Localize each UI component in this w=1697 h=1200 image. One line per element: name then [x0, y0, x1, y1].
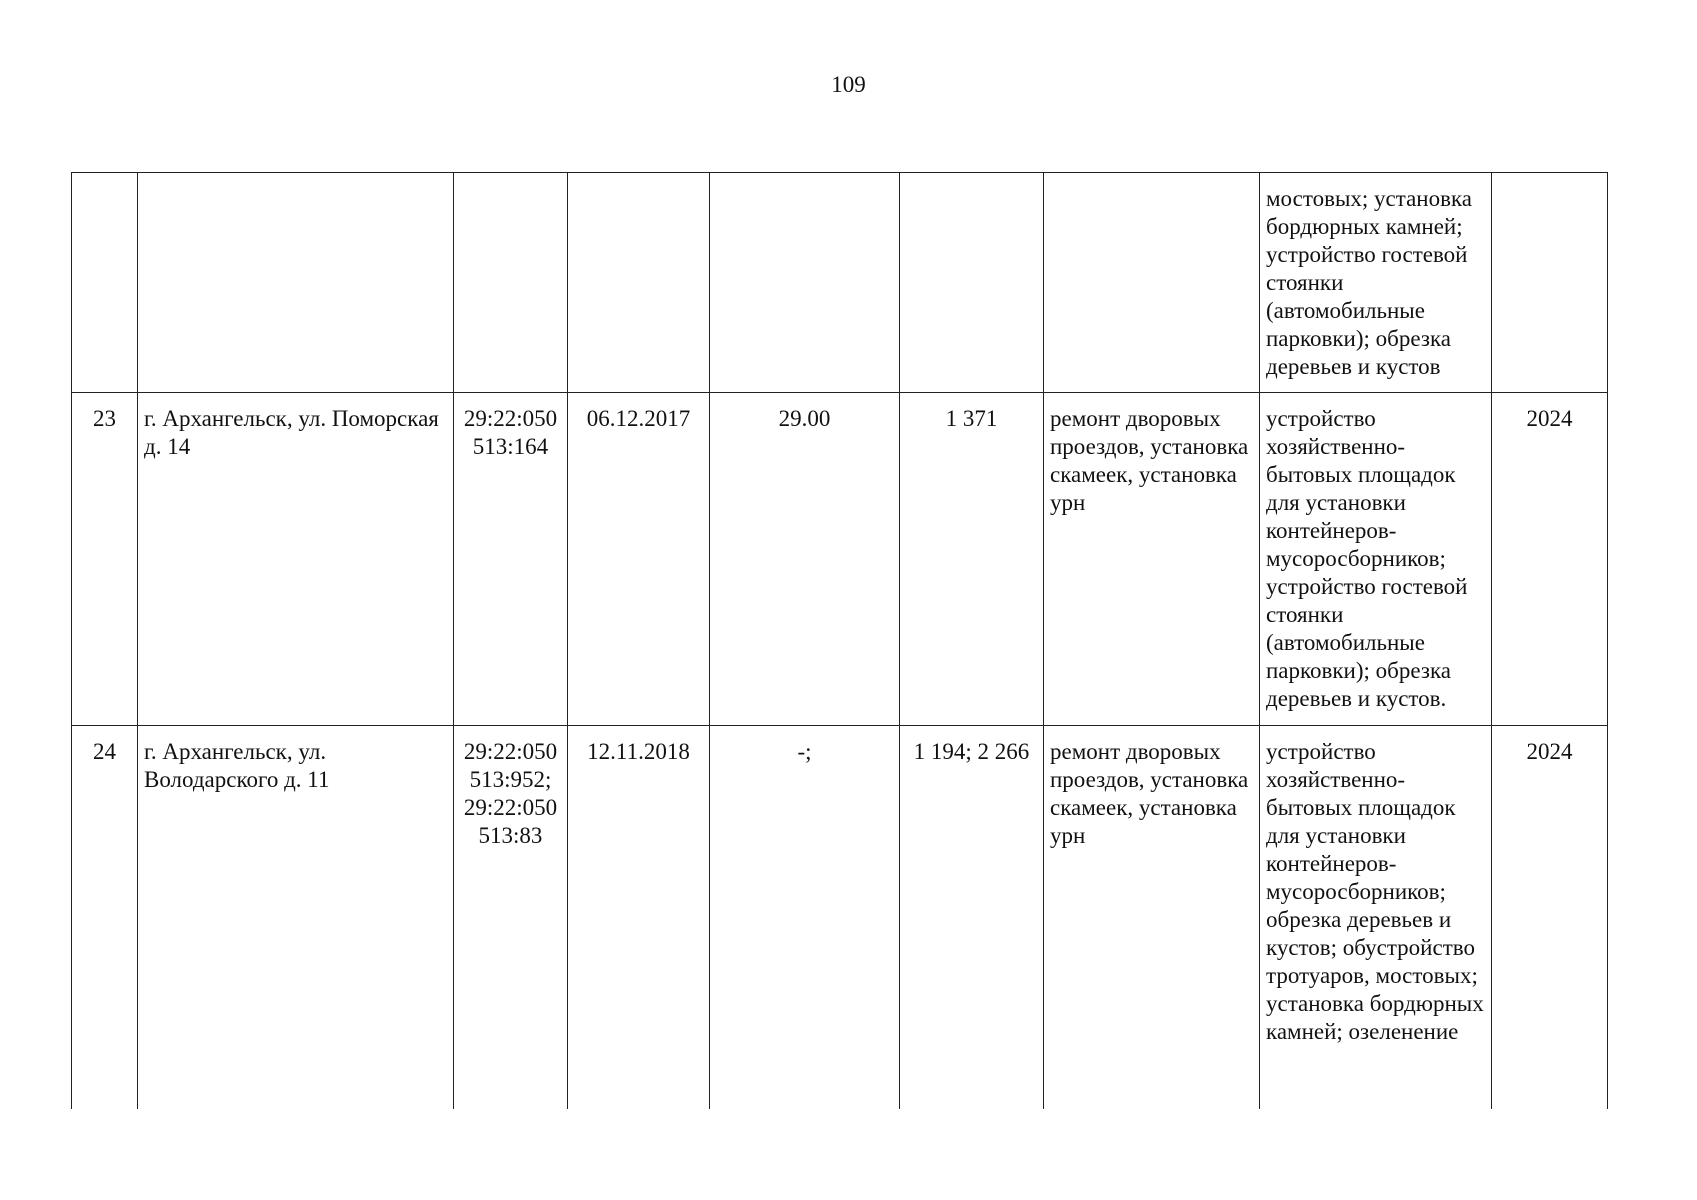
works-min-cell	[1044, 173, 1260, 393]
date-cell: 12.11.2018	[568, 726, 710, 1110]
year-cell: 2024	[1492, 393, 1608, 726]
cadastral-cell: 29:22:050 513:164	[454, 393, 568, 726]
date-cell: 06.12.2017	[568, 393, 710, 726]
table-row	[72, 173, 1608, 393]
cadastral-cell: 29:22:050 513:952; 29:22:050 513:83	[454, 726, 568, 1110]
area-cell: -;	[710, 726, 900, 1110]
cadastral-cell	[454, 173, 568, 393]
address-cell: г. Архангельск, ул. Поморская д. 14	[138, 393, 454, 726]
size-cell: 1 371	[900, 393, 1044, 726]
year-cell: 2024	[1492, 726, 1608, 1110]
works-extra-cell: устройство хозяйственно-бытовых площадок для установки контейнеров-мусоросборников; устройство гостевой стоянки (автомобильные парковки); обрезка деревьев и кустов.	[1260, 393, 1492, 726]
table-row	[72, 726, 1608, 1110]
address-cell	[138, 173, 454, 393]
page-number: 109	[831, 72, 866, 97]
row-number	[72, 173, 138, 393]
works-min-cell: ремонт дворовых проездов, установка скамеек, установка урн	[1044, 393, 1260, 726]
yards-table	[71, 172, 1608, 1109]
address-cell: г. Архангельск, ул. Володарского д. 11	[138, 726, 454, 1110]
row-number: 24	[72, 726, 138, 1110]
area-cell	[710, 173, 900, 393]
table-row	[72, 393, 1608, 726]
works-extra-cell: устройство хозяйственно-бытовых площадок для установки контейнеров-мусоросборников; обрезка деревьев и кустов; обустройство тротуаров, мостовых; установка бордюрных камней; озеленение	[1260, 726, 1492, 1110]
size-cell	[900, 173, 1044, 393]
size-cell: 1 194; 2 266	[900, 726, 1044, 1110]
area-cell: 29.00	[710, 393, 900, 726]
works-extra-cell: мостовых; установка бордюрных камней; устройство гостевой стоянки (автомобильные парковки); обрезка деревьев и кустов	[1260, 173, 1492, 393]
row-number: 23	[72, 393, 138, 726]
date-cell	[568, 173, 710, 393]
works-min-cell: ремонт дворовых проездов, установка скамеек, установка урн	[1044, 726, 1260, 1110]
year-cell	[1492, 173, 1608, 393]
